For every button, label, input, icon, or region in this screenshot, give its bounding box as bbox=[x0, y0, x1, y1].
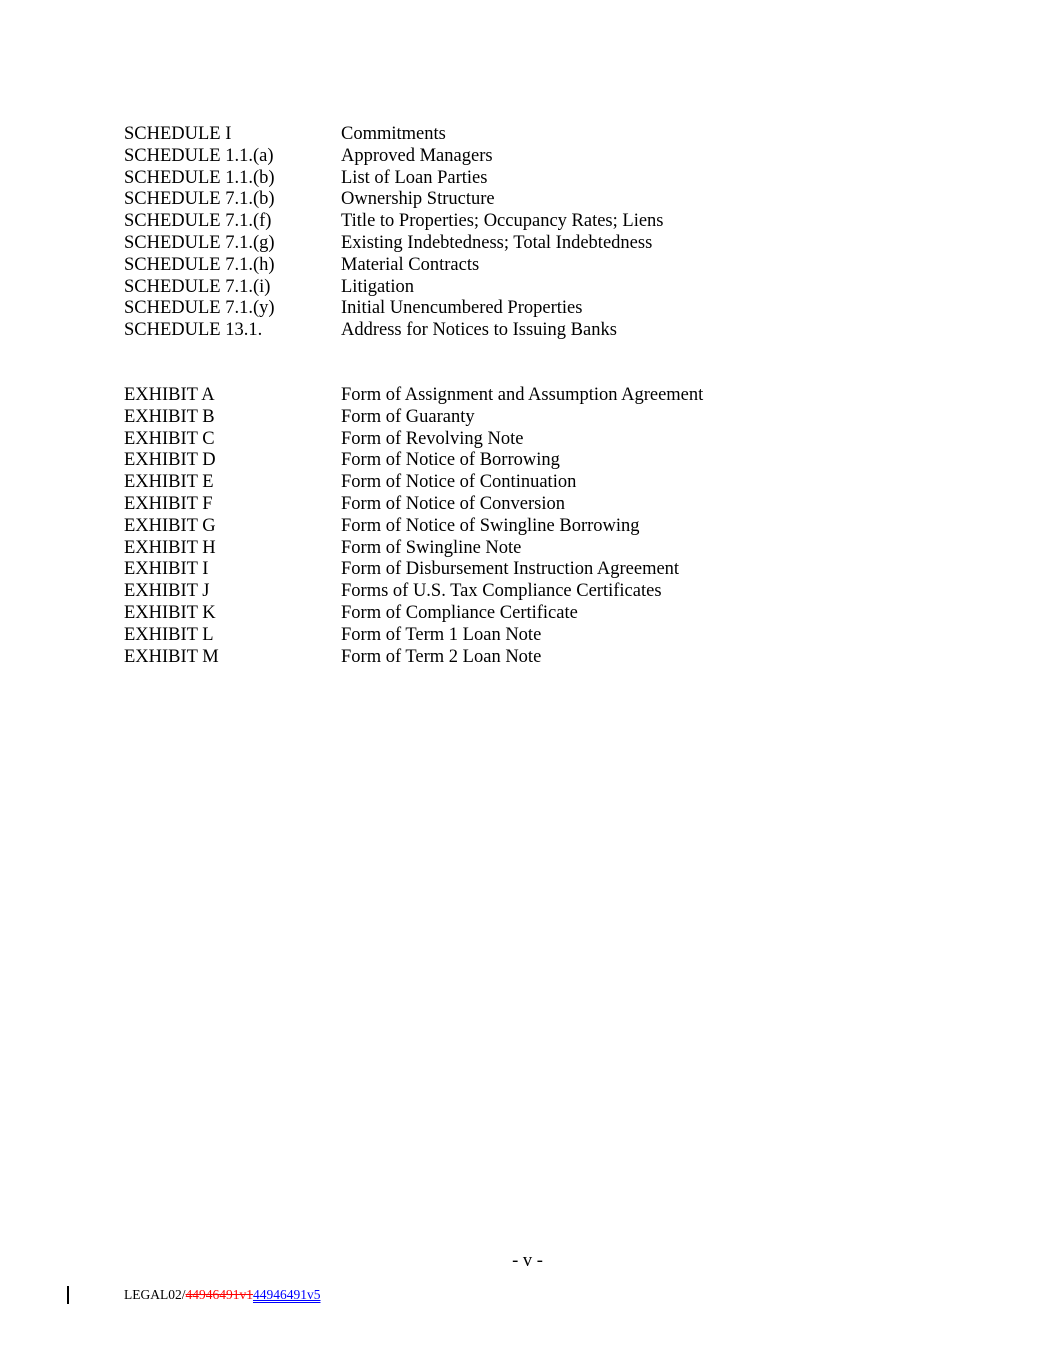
exhibit-row bbox=[124, 494, 944, 516]
exhibit-title: Forms of U.S. Tax Compliance Certificates bbox=[341, 581, 662, 602]
exhibit-title: Form of Assignment and Assumption Agreement bbox=[341, 385, 704, 405]
document-id-prefix: LEGAL02/ bbox=[124, 1287, 186, 1302]
exhibit-title: Form of Term 1 Loan Note bbox=[341, 624, 542, 645]
schedule-ref: SCHEDULE 1.1.(a) bbox=[124, 145, 274, 166]
exhibit-ref: EXHIBIT G bbox=[124, 515, 216, 536]
schedules-list bbox=[124, 124, 944, 342]
schedule-title: Title to Properties; Occupancy Rates; Liens bbox=[341, 211, 664, 232]
exhibit-row bbox=[124, 429, 944, 451]
exhibit-ref: EXHIBIT J bbox=[124, 581, 210, 602]
exhibit-ref: EXHIBIT C bbox=[124, 428, 215, 449]
schedule-title: List of Loan Parties bbox=[341, 167, 488, 188]
exhibit-row bbox=[124, 581, 944, 603]
schedule-title: Address for Notices to Issuing Banks bbox=[341, 320, 617, 341]
page-number: - v - bbox=[512, 1251, 543, 1271]
exhibit-row bbox=[124, 516, 944, 538]
exhibit-ref: EXHIBIT E bbox=[124, 472, 214, 493]
exhibit-title: Form of Notice of Borrowing bbox=[341, 450, 560, 471]
schedule-title: Initial Unencumbered Properties bbox=[341, 298, 583, 319]
exhibit-row bbox=[124, 603, 944, 625]
exhibit-ref: EXHIBIT K bbox=[124, 602, 216, 623]
schedule-row bbox=[124, 255, 944, 277]
exhibit-title: Form of Guaranty bbox=[341, 406, 475, 427]
schedule-title: Material Contracts bbox=[341, 254, 480, 275]
exhibit-ref: EXHIBIT F bbox=[124, 493, 213, 514]
schedule-ref: SCHEDULE 7.1.(f) bbox=[124, 211, 272, 232]
exhibit-ref: EXHIBIT D bbox=[124, 450, 216, 471]
schedule-row bbox=[124, 168, 944, 190]
schedule-row bbox=[124, 233, 944, 255]
exhibit-ref: EXHIBIT M bbox=[124, 646, 219, 667]
schedule-row bbox=[124, 124, 944, 146]
schedule-ref: SCHEDULE 7.1.(i) bbox=[124, 276, 271, 297]
exhibit-row bbox=[124, 647, 944, 669]
exhibit-ref: EXHIBIT L bbox=[124, 624, 214, 645]
schedule-title: Existing Indebtedness; Total Indebtedness bbox=[341, 232, 653, 253]
schedule-ref: SCHEDULE 13.1. bbox=[124, 320, 263, 341]
exhibit-title: Form of Notice of Conversion bbox=[341, 493, 566, 514]
exhibit-row bbox=[124, 385, 944, 407]
exhibit-title: Form of Swingline Note bbox=[341, 537, 522, 558]
exhibit-ref: EXHIBIT B bbox=[124, 406, 215, 427]
schedule-ref: SCHEDULE 7.1.(h) bbox=[124, 254, 275, 275]
schedule-ref: SCHEDULE 1.1.(b) bbox=[124, 167, 275, 188]
schedule-ref: SCHEDULE 7.1.(y) bbox=[124, 298, 275, 319]
schedule-title: Commitments bbox=[341, 124, 446, 144]
exhibit-title: Form of Term 2 Loan Note bbox=[341, 646, 542, 667]
deleted-version-id: 44946491v1 bbox=[185, 1287, 253, 1302]
schedule-row bbox=[124, 146, 944, 168]
schedule-ref: SCHEDULE I bbox=[124, 124, 232, 144]
schedule-ref: SCHEDULE 7.1.(g) bbox=[124, 232, 275, 253]
exhibit-title: Form of Revolving Note bbox=[341, 428, 524, 449]
exhibit-title: Form of Compliance Certificate bbox=[341, 602, 578, 623]
exhibit-title: Form of Notice of Swingline Borrowing bbox=[341, 515, 640, 536]
exhibit-title: Form of Disbursement Instruction Agreement bbox=[341, 559, 680, 580]
exhibit-title: Form of Notice of Continuation bbox=[341, 472, 577, 493]
exhibit-row bbox=[124, 407, 944, 429]
schedule-row bbox=[124, 277, 944, 299]
inserted-version-id: 44946491v5 bbox=[253, 1287, 321, 1302]
schedule-title: Approved Managers bbox=[341, 145, 493, 166]
exhibit-row bbox=[124, 559, 944, 581]
schedule-row bbox=[124, 189, 944, 211]
exhibit-row bbox=[124, 472, 944, 494]
schedule-title: Litigation bbox=[341, 276, 414, 297]
schedule-row bbox=[124, 320, 944, 342]
exhibit-row bbox=[124, 450, 944, 472]
schedule-row bbox=[124, 211, 944, 233]
exhibits-list bbox=[124, 385, 944, 668]
exhibit-ref: EXHIBIT A bbox=[124, 385, 215, 405]
document-id-footer bbox=[124, 1286, 321, 1304]
schedule-ref: SCHEDULE 7.1.(b) bbox=[124, 189, 275, 210]
exhibit-row bbox=[124, 538, 944, 560]
exhibit-row bbox=[124, 625, 944, 647]
exhibit-ref: EXHIBIT I bbox=[124, 559, 209, 580]
schedule-row bbox=[124, 298, 944, 320]
schedule-title: Ownership Structure bbox=[341, 189, 495, 210]
exhibit-ref: EXHIBIT H bbox=[124, 537, 216, 558]
revision-change-bar bbox=[67, 1286, 69, 1304]
